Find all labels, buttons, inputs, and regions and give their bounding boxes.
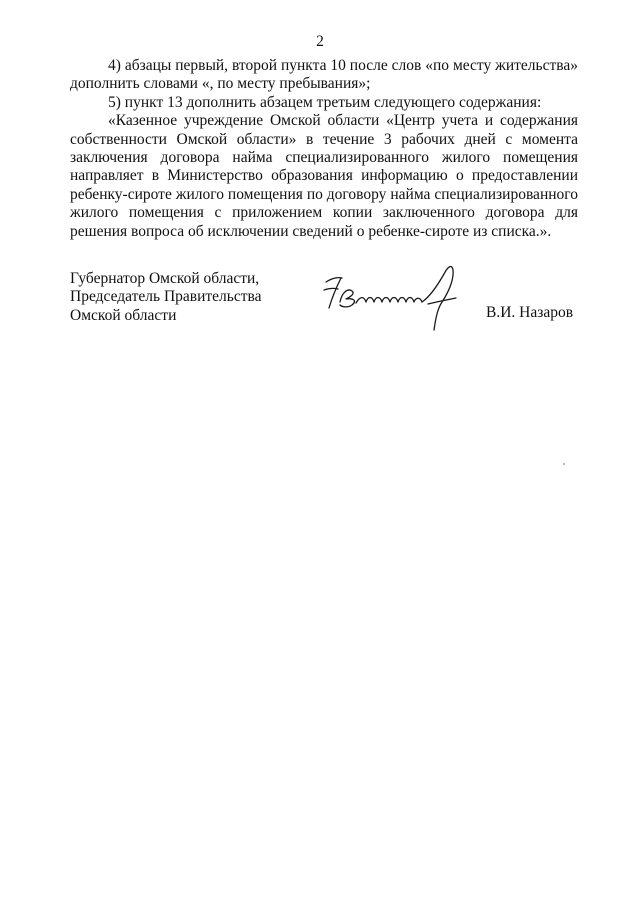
paragraph-item-4: 4) абзацы первый, второй пункта 10 после слов «по месту жительства» дополнить словами «, по месту пребывания»; bbox=[70, 57, 578, 93]
paragraph-item-5: 5) пункт 13 дополнить абзацем третьим следующего содержания: bbox=[108, 93, 542, 111]
signatory-title-line-3: Омской области bbox=[70, 306, 177, 324]
document-body bbox=[70, 57, 578, 241]
page-number: 2 bbox=[316, 33, 324, 50]
signatory-title-line-1: Губернатор Омской области, bbox=[70, 270, 260, 287]
handwritten-signature bbox=[312, 258, 472, 338]
signatory-title-line-2: Председатель Правительства bbox=[70, 288, 262, 306]
signature-block bbox=[70, 270, 578, 340]
scan-speck bbox=[563, 463, 565, 465]
paragraph-quoted-text: «Казенное учреждение Омской области «Центр учета и содержания собственности Омской области» в течение 3 рабочих дней с момента заключения договора найма специализированного жилого помещения направляет в Министерство образования информацию о предоставлении ребенку-сироте жилого помещения по договору найма специализированного жилого помещения с приложением копии заключенного договора для решения вопроса об исключении сведений о ребенке-сироте из списка.». bbox=[70, 112, 578, 240]
signatory-name: В.И. Назаров bbox=[486, 304, 574, 321]
